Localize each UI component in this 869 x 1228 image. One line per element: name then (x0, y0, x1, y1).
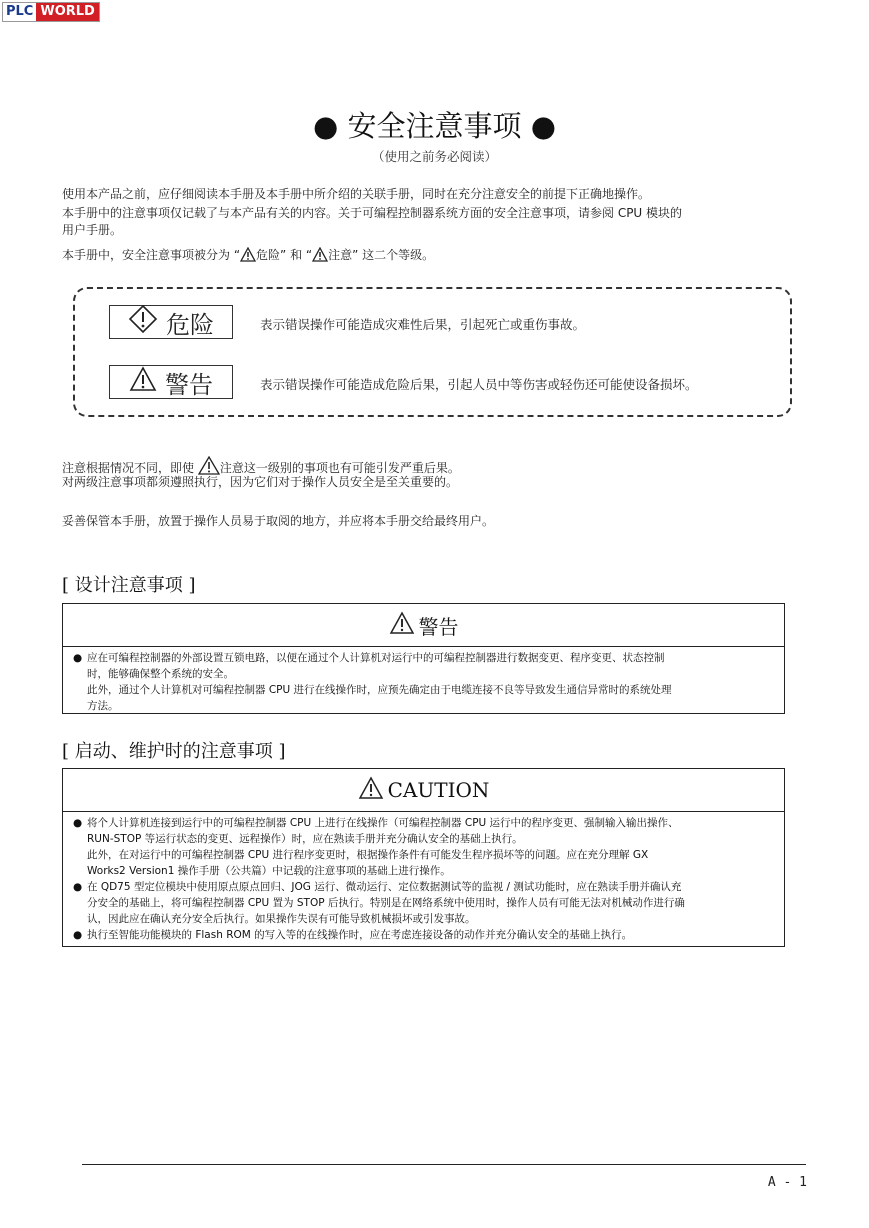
page-title: ● 安全注意事项 ● (312, 109, 557, 143)
intro-line-4-c: 注意” 这二个等级。 (328, 248, 435, 262)
warning-triangle-icon (240, 247, 256, 267)
design-line-2: 时，能够确保整个系统的安全。 (87, 668, 234, 680)
design-warning-box (62, 603, 785, 714)
warning-symbol-box (109, 365, 233, 399)
startup-box-body (63, 812, 784, 945)
plcworld-logo (2, 2, 100, 22)
bullet-dot: ● (73, 817, 83, 829)
startup-b1-line-2: RUN-STOP 等运行状态的变更、远程操作）时，应在熟读手册并充分确认安全的基础上执行。 (87, 833, 523, 845)
design-line-3: 此外，通过个人计算机对可编程控制器 CPU 进行在线操作时，应预先确定由于电缆连接不良等导致发生通信异常时的系统处理 (87, 684, 672, 696)
design-line-4: 方法。 (87, 700, 119, 712)
danger-symbol-box (109, 305, 233, 339)
intro-line-4-a: 本手册中，安全注意事项被分为 “ (62, 248, 241, 262)
bullet-dot: ● (73, 929, 83, 941)
note-line-3: 妥善保管本手册，放置于操作人员易于取阅的地方，并应将本手册交给最终用户。 (62, 514, 495, 528)
intro-line-2: 本手册中的注意事项仅记载了与本产品有关的内容。关于可编程控制器系统方面的安全注意事项，请参阅 CPU 模块的 (62, 206, 683, 220)
footer-divider (82, 1164, 806, 1165)
warning-description: 表示错误操作可能造成危险后果，引起人员中等伤害或轻伤还可能使设备损坏。 (260, 377, 698, 392)
warning-triangle-icon (312, 247, 328, 267)
bullet-dot: ● (73, 652, 83, 664)
startup-b2-line-3: 认，因此应在确认充分安全后执行。如果操作失误有可能导致机械损坏或引发事故。 (87, 913, 476, 925)
danger-label: 危险 (166, 310, 214, 339)
list-item (71, 879, 776, 927)
design-box-header-label: 警告 (418, 614, 459, 639)
note-line-2: 对两级注意事项都须遵照执行，因为它们对于操作人员安全是至关重要的。 (62, 475, 459, 489)
note-line-1-b: 注意这一级别的事项也有可能引发严重后果。 (219, 461, 460, 475)
page-number: A - 1 (767, 1175, 807, 1190)
startup-b2-line-2: 分安全的基础上，将可编程控制器 CPU 置为 STOP 后执行。特别是在网络系统中使用时，操作人员有可能无法对机械动作进行确 (87, 897, 685, 909)
intro-line-4 (62, 247, 434, 267)
design-line-1: 应在可编程控制器的外部设置互锁电路，以便在通过个人计算机对运行中的可编程控制器进行数据变更、程序变更、状态控制 (87, 652, 665, 664)
design-box-body (63, 647, 784, 716)
design-box-header (63, 604, 784, 647)
page-subtitle: （使用之前务必阅读） (371, 149, 497, 164)
note-line-1-a: 注意根据情况不同，即使 (62, 461, 195, 475)
startup-caution-box (62, 768, 785, 947)
startup-b2-line-1: 在 QD75 型定位模块中使用原点原点回归、JOG 运行、微动运行、定位数据测试等的监视 / 测试功能时，应在熟读手册并确认充 (87, 881, 682, 893)
startup-b3-line-1: 执行至智能功能模块的 Flash ROM 的写入等的在线操作时，应在考虑连接设备的动作并充分确认安全的基础上执行。 (87, 929, 633, 941)
warning-triangle-icon (358, 776, 384, 805)
design-section-title: [ 设计注意事项 ] (62, 575, 196, 596)
intro-line-3: 用户手册。 (62, 223, 123, 237)
danger-diamond-icon (128, 304, 158, 340)
logo-plc-text: PLC (3, 3, 36, 21)
list-item (71, 927, 776, 943)
startup-b1-line-3: 此外，在对运行中的可编程控制器 CPU 进行程序变更时，根据操作条件有可能发生程序损坏等的问题。应在充分理解 GX (87, 849, 649, 861)
warning-triangle-icon (129, 366, 157, 398)
startup-section-title: [ 启动、维护时的注意事项 ] (62, 741, 286, 762)
startup-b1-line-4: Works2 Version1 操作手册（公共篇）中记载的注意事项的基础上进行操作。 (87, 865, 451, 877)
warning-label: 警告 (165, 370, 213, 399)
bullet-dot: ● (73, 881, 83, 893)
startup-b1-line-1: 将个人计算机连接到运行中的可编程控制器 CPU 上进行在线操作（可编程控制器 CPU 运行中的程序变更、强制输入输出操作、 (87, 817, 679, 829)
list-item (71, 815, 776, 879)
intro-line-4-b: 危险” 和 “ (256, 248, 313, 262)
list-item (71, 650, 776, 714)
logo-world-text: WORLD (36, 3, 98, 21)
danger-description: 表示错误操作可能造成灾难性后果，引起死亡或重伤事故。 (260, 317, 586, 332)
startup-box-header (63, 769, 784, 812)
warning-triangle-icon (389, 611, 415, 640)
startup-box-header-label: CAUTION (387, 778, 490, 802)
intro-line-1: 使用本产品之前，应仔细阅读本手册及本手册中所介绍的关联手册，同时在充分注意安全的前提下正确地操作。 (62, 187, 651, 201)
